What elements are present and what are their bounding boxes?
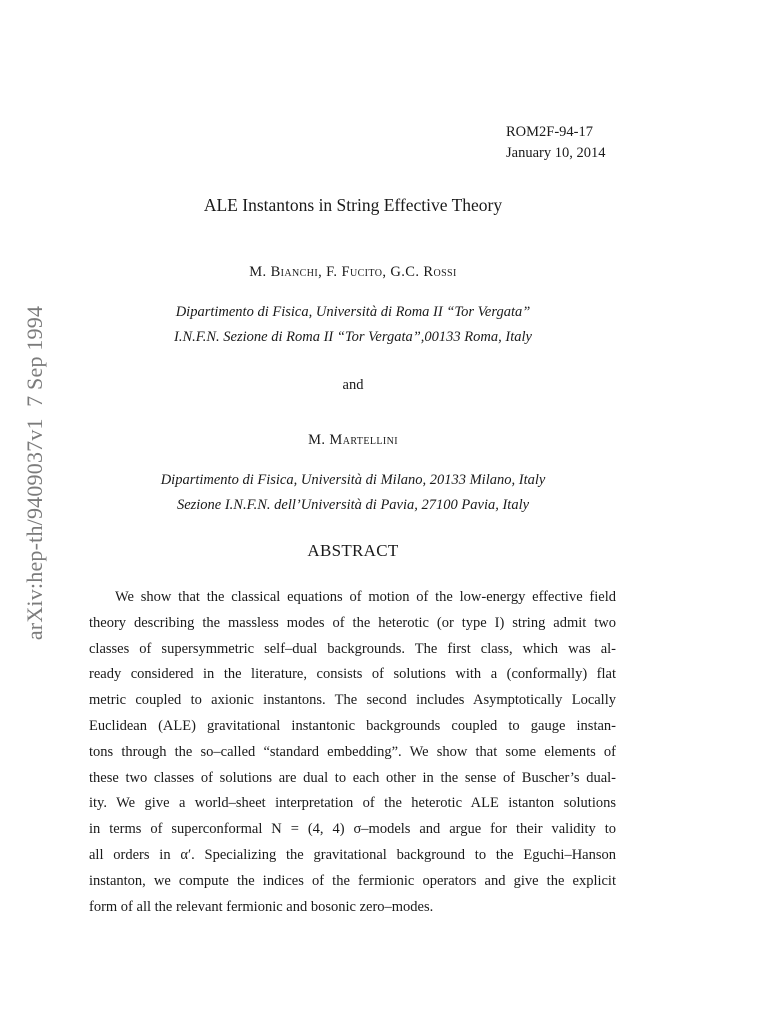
- report-number: ROM2F-94-17: [506, 124, 594, 140]
- abstract-line: these two classes of solutions are dual to each other in the sense of Buscher’s dual-: [89, 769, 616, 786]
- abstract-line: metric coupled to axionic instantons. The second includes Asymptotically Locally: [89, 692, 616, 709]
- paper-title: ALE Instantons in String Effective Theory: [203, 195, 503, 215]
- abstract-line: instanton, we compute the indices of the fermionic operators and give the explicit: [89, 872, 616, 889]
- abstract-line: classes of supersymmetric self–dual backgrounds. The first class, which was al-: [89, 640, 616, 657]
- abstract-line: form of all the relevant fermionic and bosonic zero–modes.: [89, 898, 434, 915]
- abstract-body: [89, 585, 616, 920]
- abstract-line: We show that the classical equations of motion of the low-energy effective field: [115, 589, 616, 605]
- affiliation-1-line-2: I.N.F.N. Sezione di Roma II “Tor Vergata”,00133 Roma, Italy: [174, 329, 532, 345]
- abstract-heading: ABSTRACT: [307, 541, 399, 560]
- abstract-line: ity. We give a world–sheet interpretation of the heterotic ALE istanton solutions: [89, 795, 616, 812]
- arxiv-identifier: arXiv:hep-th/9409037v1 7 Sep 1994: [22, 305, 47, 641]
- abstract-line: in terms of superconformal N = (4, 4) σ–models and argue for their validity to: [89, 821, 616, 838]
- affiliation-1-line-1: Dipartimento di Fisica, Università di Roma II “Tor Vergata”: [175, 304, 531, 320]
- abstract-line: Euclidean (ALE) gravitational instantonic backgrounds coupled to gauge instan-: [89, 717, 616, 734]
- affiliation-2-line-2: Sezione I.N.F.N. dell’Università di Pavia, 27100 Pavia, Italy: [176, 497, 530, 513]
- abstract-line: tons through the so–called “standard embedding”. We show that some elements of: [89, 743, 616, 760]
- affiliation-2-line-1: Dipartimento di Fisica, Università di Milano, 20133 Milano, Italy: [160, 472, 546, 488]
- authors-group-1: M. Bianchi, F. Fucito, G.C. Rossi: [249, 264, 457, 280]
- abstract-line: all orders in α′. Specializing the gravitational background to the Eguchi–Hanson: [89, 846, 616, 863]
- report-date: January 10, 2014: [506, 145, 606, 161]
- abstract-line: theory describing the massless modes of the heterotic (or type I) string admit two: [89, 614, 616, 631]
- authors-group-2: M. Martellini: [308, 432, 398, 448]
- abstract-line: ready considered in the literature, consists of solutions with a (conformally) flat: [89, 666, 616, 683]
- report-info: [506, 122, 605, 164]
- conjunction-and: and: [342, 377, 364, 393]
